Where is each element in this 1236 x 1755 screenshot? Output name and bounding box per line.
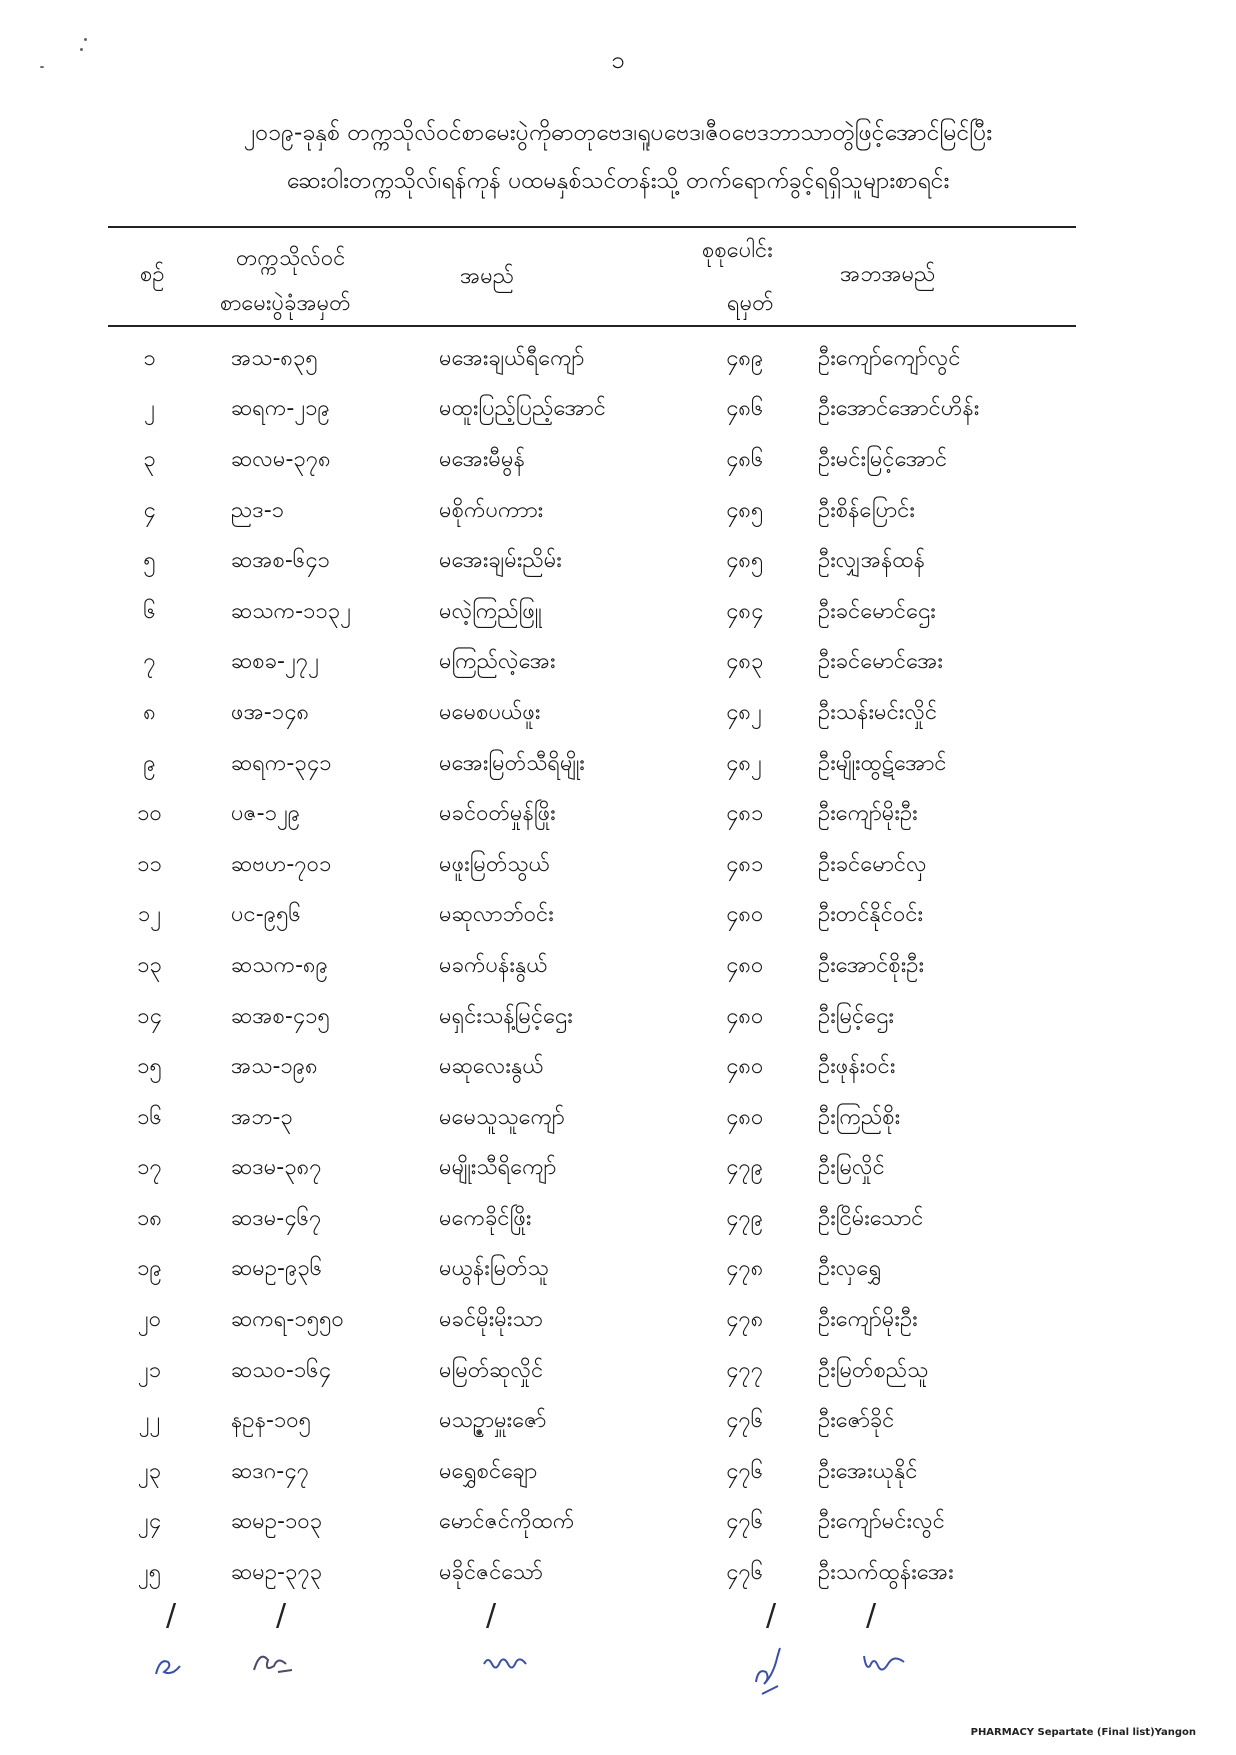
table-row — [108, 536, 1076, 587]
table-row — [108, 1396, 1076, 1447]
student-name: မရွှေစင်ချော — [439, 1458, 538, 1484]
total-marks: ၄၇၆ — [726, 1408, 764, 1434]
total-marks: ၄၇၈ — [726, 1307, 764, 1333]
handwritten-initial — [248, 1642, 296, 1680]
signature-tick: / — [276, 1598, 287, 1633]
father-name: ဦးမြလှိုင် — [818, 1155, 885, 1181]
handwritten-initial — [748, 1638, 788, 1698]
table-row — [108, 1295, 1076, 1346]
table-row — [108, 992, 1076, 1043]
father-name: ဦးခင်မောင်အေး — [818, 649, 943, 675]
student-name: မမြတ်ဆုလှိုင် — [439, 1357, 544, 1383]
row-number: ၁၆ — [137, 1104, 162, 1130]
student-name: မခက်ပန်းနွယ် — [439, 952, 548, 978]
student-name: မမေသူသူကျော် — [439, 1104, 565, 1130]
student-name: မအေးချယ်ရီကျော် — [439, 345, 585, 371]
total-marks: ၄၈၁ — [726, 801, 764, 827]
row-number: ၁ — [143, 345, 156, 371]
student-name: မရှင်းသန့်မြင့်ဌေး — [439, 1003, 573, 1029]
signature-tick: / — [486, 1598, 497, 1633]
student-name: မအေးချမ်းညိမ်း — [439, 548, 562, 574]
father-name: ဦးမျိုးထွဋ်အောင် — [818, 750, 947, 776]
table-row — [108, 1042, 1076, 1093]
exam-id: ဆဒမ-၄၆၇ — [231, 1205, 322, 1231]
father-name: ဦးလျှအန်ထန် — [818, 548, 925, 574]
father-name: ဦးစိန်ပြောင်း — [818, 497, 916, 523]
father-name: ဦးကျော်မိုးဦး — [818, 801, 918, 827]
exam-id: ဆအစ-၆၄၁ — [231, 548, 330, 574]
total-marks: ၄၈၂ — [726, 699, 762, 725]
roster-body — [108, 334, 1076, 1599]
row-number: ၁၀ — [137, 801, 162, 827]
row-number: ၁၅ — [137, 1054, 162, 1080]
student-name: မမျိုးသီရိကျော် — [439, 1155, 557, 1181]
row-number: ၆ — [143, 598, 156, 624]
table-row — [108, 1346, 1076, 1397]
header-father-name: အဘအမည် — [840, 262, 936, 287]
student-name: မဆုလာဘ်ဝင်း — [439, 902, 554, 928]
father-name: ဦးကျော်မင်းလွင် — [818, 1509, 945, 1535]
page-number: ၁ — [611, 46, 625, 74]
total-marks: ၄၈၂ — [726, 750, 762, 776]
exam-id: ဆမဥ-၁၀၃ — [231, 1509, 323, 1535]
total-marks: ၄၈၄ — [726, 598, 764, 624]
row-number: ၂၁ — [137, 1357, 162, 1383]
row-number: ၁၈ — [137, 1205, 162, 1231]
total-marks: ၄၈၀ — [726, 902, 764, 928]
table-row — [108, 486, 1076, 537]
student-name: မသဉ္ဇာမှူးဇော် — [439, 1408, 547, 1434]
row-number: ၅ — [143, 548, 156, 574]
father-name: ဦးလှရွှေ — [818, 1256, 882, 1282]
exam-id: အဘ-၃ — [231, 1104, 293, 1130]
row-number: ၄ — [143, 497, 156, 523]
header-total-line-1: စုစုပေါင်း — [702, 238, 773, 263]
table-header-rule — [108, 325, 1076, 327]
handwritten-initial — [860, 1648, 910, 1676]
table-row — [108, 1548, 1076, 1599]
table-top-rule — [108, 226, 1076, 228]
exam-id: ဆရက-၂၁၉ — [231, 396, 330, 422]
father-name: ဦးမင်းမြင့်အောင် — [818, 446, 948, 472]
row-number: ၈ — [143, 699, 156, 725]
table-row — [108, 1245, 1076, 1296]
student-name: မလဲ့ကြည်ဖြူ — [439, 598, 542, 624]
student-name: မောင်ဇင်ကိုထက် — [439, 1509, 575, 1535]
table-row — [108, 1194, 1076, 1245]
father-name: ဦးကျော်မိုးဦး — [818, 1307, 918, 1333]
header-exam-id-line-2: စာမေးပွဲခုံအမှတ် — [220, 291, 351, 316]
exam-id: ဆအစ-၄၁၅ — [231, 1003, 330, 1029]
exam-id: ဆသက-၁၁၃၂ — [231, 598, 351, 624]
exam-id: ဆမဥ-၃၇၃ — [231, 1560, 323, 1586]
exam-id: အသ-၈၃၅ — [231, 345, 318, 371]
father-name: ဦးအောင်စိုးဦး — [818, 952, 925, 978]
father-name: ဦးခင်မောင်လှ — [818, 851, 927, 877]
total-marks: ၄၈၅ — [726, 548, 764, 574]
row-number: ၇ — [143, 649, 156, 675]
total-marks: ၄၇၆ — [726, 1458, 764, 1484]
exam-id: ဆကရ-၁၅၅၀ — [231, 1307, 344, 1333]
table-row — [108, 891, 1076, 942]
total-marks: ၄၇၆ — [726, 1509, 764, 1535]
table-row — [108, 587, 1076, 638]
student-name: မအေးမီမွန် — [439, 446, 525, 472]
table-row — [108, 1093, 1076, 1144]
exam-id: အသ-၁၉၈ — [231, 1054, 318, 1080]
row-number: ၁၉ — [137, 1256, 162, 1282]
document-title-line-1: ၂၀၁၉-ခုနှစ် တက္ကသိုလ်ဝင်စာမေးပွဲကိုဓာတုဗေဒ၊ရူပဗေဒ၊ဇီဝဗေဒဘာသာတွဲဖြင့်အောင်မြင်ပြီး — [243, 120, 993, 146]
father-name: ဦးသန်းမင်းလှိုင် — [818, 699, 938, 725]
row-number: ၉ — [143, 750, 156, 776]
exam-id: ဆဗဟ-၇၀၁ — [231, 851, 332, 877]
header-exam-id-line-1: တက္ကသိုလ်ဝင် — [236, 246, 346, 271]
student-name: မကြည်လဲ့အေး — [439, 649, 556, 675]
total-marks: ၄၈၅ — [726, 497, 764, 523]
header-name: အမည် — [460, 264, 515, 289]
student-name: မခင်မိုးမိုးသာ — [439, 1307, 543, 1333]
roster-table — [108, 334, 1076, 1599]
table-row — [108, 840, 1076, 891]
table-row — [108, 1144, 1076, 1195]
signature-area — [108, 1598, 1076, 1718]
student-name: မဖူးမြတ်သွယ် — [439, 851, 551, 877]
exam-id: ဆဒဂ-၄၇ — [231, 1458, 309, 1484]
father-name: ဦးမြတ်စည်သူ — [818, 1357, 929, 1383]
table-row — [108, 941, 1076, 992]
student-name: မကေခိုင်ဖြိုး — [439, 1205, 532, 1231]
total-marks: ၄၈၀ — [726, 1104, 764, 1130]
father-name: ဦးမြင့်ဌေး — [818, 1003, 894, 1029]
total-marks: ၄၇၇ — [726, 1357, 764, 1383]
total-marks: ၄၈၃ — [726, 649, 764, 675]
footer-note: PHARMACY Separtate (Final list)Yangon — [970, 1727, 1196, 1738]
exam-id: ဆသက-၈၉ — [231, 952, 328, 978]
signature-tick: / — [166, 1598, 177, 1633]
table-row — [108, 385, 1076, 436]
student-name: မယွန်းမြတ်သူ — [439, 1256, 549, 1282]
father-name: ဦးကျော်ကျော်လွင် — [818, 345, 961, 371]
document-title-line-2: ဆေးဝါးတက္ကသိုလ်၊ရန်ကုန် ပထမနှစ်သင်တန်းသို့ တက်ရောက်ခွင့်ရရှိသူများစာရင်း — [286, 168, 950, 194]
student-name: မခင်ဝတ်မှုန်ဖြိုး — [439, 801, 556, 827]
handwritten-initial — [480, 1648, 532, 1674]
father-name: ဦးအေးယုနိုင် — [818, 1458, 918, 1484]
student-name: မခိုင်ဇင်သော် — [439, 1560, 543, 1586]
father-name: ဦးခင်မောင်ဌေး — [818, 598, 936, 624]
total-marks: ၄၈၁ — [726, 851, 764, 877]
row-number: ၁၁ — [137, 851, 162, 877]
row-number: ၂၃ — [137, 1458, 162, 1484]
exam-id: ဆလမ-၃၇၈ — [231, 446, 331, 472]
table-row — [108, 789, 1076, 840]
row-number: ၂၂ — [138, 1408, 161, 1434]
total-marks: ၄၇၆ — [726, 1560, 764, 1586]
total-marks: ၄၈၉ — [726, 345, 764, 371]
student-name: မထူးပြည့်ပြည့်အောင် — [439, 396, 606, 422]
header-total-line-2: ရမှတ် — [727, 291, 774, 316]
row-number: ၁၄ — [137, 1003, 162, 1029]
exam-id: ဆမဥ-၉၃၆ — [231, 1256, 323, 1282]
handwritten-initial — [150, 1648, 184, 1682]
exam-id: ဆစခ-၂၇၂ — [231, 649, 319, 675]
student-name: မဆုလေးနွယ် — [439, 1054, 544, 1080]
student-name: မအေးမြတ်သီရိမျိုး — [439, 750, 585, 776]
student-name: မစိုက်ပကာား — [439, 497, 544, 523]
exam-id: နဥန-၁၀၅ — [231, 1408, 312, 1434]
student-name: မမေစပယ်ဖူး — [439, 699, 541, 725]
exam-id: ပင-၉၅၆ — [231, 902, 301, 928]
father-name: ဦးကြည်စိုး — [818, 1104, 901, 1130]
row-number: ၂၄ — [137, 1509, 162, 1535]
signature-tick: / — [866, 1598, 877, 1633]
exam-id: ဆသဝ-၁၆၄ — [231, 1357, 331, 1383]
father-name: ဦးငြိမ်းသောင် — [818, 1205, 924, 1231]
father-name: ဦးဖုန်းဝင်း — [818, 1054, 896, 1080]
exam-id: ညဒ-၁ — [231, 497, 285, 523]
table-row — [108, 1498, 1076, 1549]
total-marks: ၄၈၀ — [726, 1003, 764, 1029]
father-name: ဦးအောင်အောင်ဟိန်း — [818, 396, 980, 422]
row-number: ၂၀ — [137, 1307, 162, 1333]
exam-id: ပဇ-၁၂၉ — [231, 801, 301, 827]
total-marks: ၄၈၆ — [726, 446, 764, 472]
row-number: ၃ — [143, 446, 156, 472]
father-name: ဦးသက်ထွန်းအေး — [818, 1560, 954, 1586]
exam-id: ဖအ-၁၄၈ — [231, 699, 310, 725]
father-name: ဦးဇော်ခိုင် — [818, 1408, 895, 1434]
table-row — [108, 435, 1076, 486]
total-marks: ၄၈၆ — [726, 396, 764, 422]
total-marks: ၄၈၀ — [726, 1054, 764, 1080]
table-row — [108, 334, 1076, 385]
total-marks: ၄၇၉ — [726, 1205, 764, 1231]
table-row — [108, 688, 1076, 739]
total-marks: ၄၇၉ — [726, 1155, 764, 1181]
exam-id: ဆဒမ-၃၈၇ — [231, 1155, 322, 1181]
exam-id: ဆရက-၃၄၁ — [231, 750, 332, 776]
row-number: ၂ — [144, 396, 155, 422]
total-marks: ၄၇၈ — [726, 1256, 764, 1282]
table-row — [108, 638, 1076, 689]
header-no: စဉ် — [140, 262, 165, 287]
row-number: ၂၅ — [137, 1560, 162, 1586]
total-marks: ၄၈၀ — [726, 952, 764, 978]
row-number: ၁၇ — [137, 1155, 162, 1181]
row-number: ၁၃ — [137, 952, 162, 978]
table-row — [108, 1447, 1076, 1498]
father-name: ဦးတင်နိုင်ဝင်း — [818, 902, 924, 928]
scan-speck — [84, 38, 87, 41]
row-number: ၁၂ — [137, 902, 162, 928]
signature-tick: / — [766, 1598, 777, 1633]
table-row — [108, 739, 1076, 790]
